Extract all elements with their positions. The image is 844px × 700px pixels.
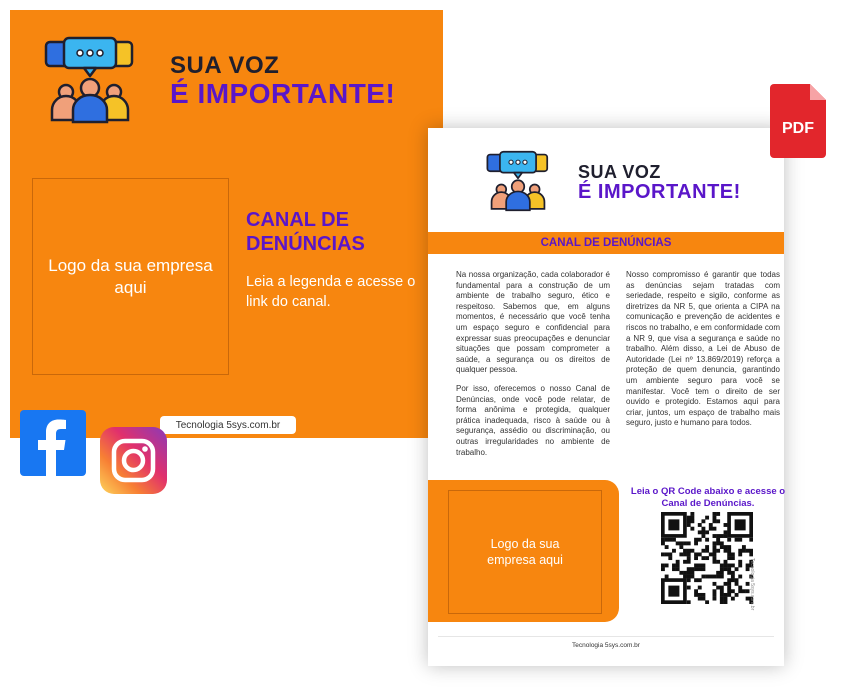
pdf-headline-line2: É IMPORTANTE! <box>578 181 741 203</box>
left-column <box>456 270 610 466</box>
left-paragraph-2: Por isso, oferecemos o nosso Canal de Denúncias, onde você pode relatar, de forma anônima e protegida, qualquer prática inadequada, risco à saúde ou à segurança, assédio ou discriminação, ou outras irregularidades no ambiente de trabalho. <box>456 383 610 457</box>
pdf-document <box>428 128 784 666</box>
headline-line2: É IMPORTANTE! <box>170 78 396 109</box>
canal-bar <box>428 232 784 254</box>
facebook-icon[interactable] <box>20 410 86 476</box>
card-subtitle: Leia a legenda e acesse o link do canal. <box>246 274 416 310</box>
canal-bar-title: CANAL DE DENÚNCIAS <box>540 237 672 249</box>
domain-label: Tecnologia 5sys.com.br <box>160 416 296 434</box>
right-column <box>626 270 780 437</box>
qr-side-label: Tecnologia 5sys.com.br <box>749 558 755 611</box>
pdf-headline-line1: SUA VOZ <box>578 162 661 182</box>
canal-title-line2: DENÚNCIAS <box>246 233 365 255</box>
chat-people-icon <box>44 36 136 124</box>
instagram-icon[interactable] <box>100 427 167 494</box>
footer-divider <box>438 636 774 637</box>
left-paragraph-1: Na nossa organização, cada colaborador é fundamental para a construção de um ambiente de trabalho seguro, ético e respeitoso. Sabemos que, em alguns momentos, é necessário que você tenha um espaço seguro e confidencial para expressar suas preocupações e denunciar situações que possam comprometer a saúde, a segurança ou os direitos de qualquer pessoa. <box>456 270 610 375</box>
logo-placeholder: Logo da sua empresa aqui <box>32 178 229 375</box>
pdf-badge-label: PDF <box>782 120 814 137</box>
canal-title-line1: CANAL DE <box>246 209 349 231</box>
right-paragraph-1: Nosso compromisso é garantir que todas as denúncias sejam tratadas com seriedade, respeito e sigilo, conforme as diretrizes da NR 5, que orienta a CIPA na comunicação e prevenção de acidentes e riscos no trabalho, e em conformidade com a NR 9, que visa a segurança e saúde no trabalho. Além disso, a Lei de Abuso de Autoridade (Lei nº 13.869/2019) reforça a proteção de quem denuncia, garantindo um ambiente seguro para você se manifestar. Você tem o direito de ser ouvido e protegido. Estamos aqui para criar, juntos, um espaço de trabalho mais seguro, justo e humano para todos. <box>626 270 780 428</box>
chat-people-icon <box>486 150 550 212</box>
qr-call-to-action: Leia o QR Code abaixo e acesse o Canal de Denúncias. <box>630 486 786 509</box>
pdf-domain-label: Tecnologia 5sys.com.br <box>572 642 640 649</box>
pdf-file-icon[interactable] <box>770 84 826 158</box>
qr-code-icon[interactable] <box>661 512 753 604</box>
headline-line1: SUA VOZ <box>170 52 280 79</box>
pdf-logo-placeholder: Logo da sua empresa aqui <box>448 490 602 614</box>
